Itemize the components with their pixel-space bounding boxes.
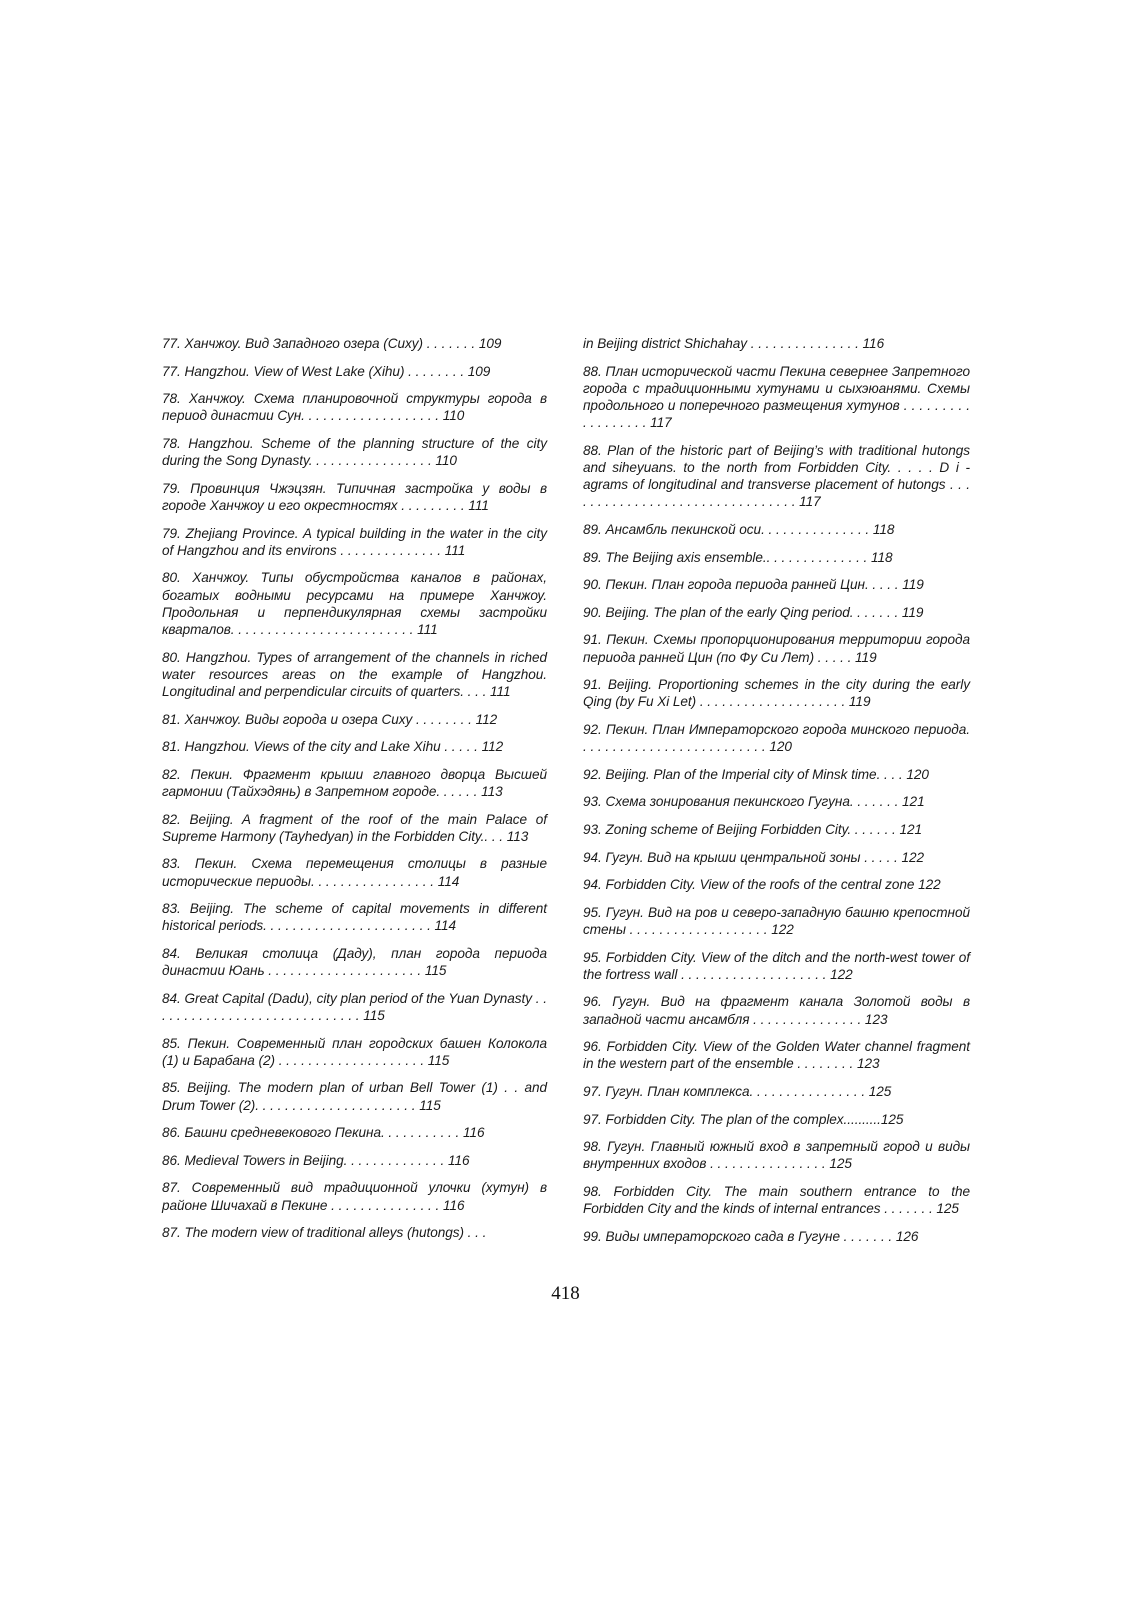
toc-entry: 96. Forbidden City. View of the Golden Water channel fragment in the western part of the ensemble . . . . . . . . 123: [583, 1039, 970, 1072]
toc-entry: 79. Zhejiang Province. A typical building in the water in the city of Hangzhou and its environs . . . . . . . . . . . . . . 111: [162, 525, 547, 558]
toc-entry: 84. Великая столица (Даду), план города периода династии Юань . . . . . . . . . . . . . . . . . . . . . 115: [162, 945, 547, 979]
toc-entry: 90. Пекин. План города периода ранней Цин. . . . . 119: [583, 577, 924, 593]
toc-entry: 95. Гугун. Вид на ров и северо-западную башню крепостной стены . . . . . . . . . . . . . . . . . . . 122: [583, 904, 970, 937]
toc-entry: 94. Гугун. Вид на крыши центральной зоны . . . . . 122: [583, 849, 925, 865]
toc-entry: 91. Пекин. Схемы пропорционирования территории города периода ранней Цин (по Фу Си Лет) . . . . . 119: [583, 632, 970, 665]
toc-entry: 85. Пекин. Современный план городских башен Колокола (1) и Барабана (2) . . . . . . . . . . . . . . . . . . . . 115: [162, 1035, 547, 1068]
toc-entry: 80. Hangzhou. Types of arrangement of the channels in riched water resources areas on the example of Hangzhou. Longitudinal and perpendicular circuits of quarters. . . . 111: [162, 649, 547, 699]
toc-entry: 97. Forbidden City. The plan of the complex..........125: [583, 1111, 904, 1127]
page-number: 418: [551, 1283, 580, 1304]
toc-entry: 98. Гугун. Главный южный вход в запретный город и виды внутренних входов . . . . . . . . . . . . . . . . 125: [583, 1139, 970, 1172]
toc-entry: 90. Beijing. The plan of the early Qing period. . . . . . . 119: [583, 604, 924, 620]
toc-entry: 81. Ханчжоу. Виды города и озера Сиху . . . . . . . . 112: [162, 711, 498, 727]
toc-entry: 84. Great Capital (Dadu), city plan period of the Yuan Dynasty . . . . . . . . . . . . . . . . . . . . . . . . . . . . . 115: [162, 990, 547, 1023]
toc-entry: 83. Пекин. Схема перемещения столицы в разные исторические периоды. . . . . . . . . . . . . . . . . 114: [162, 856, 547, 889]
toc-entry: 97. Гугун. План комплекса. . . . . . . . . . . . . . . . 125: [583, 1083, 892, 1099]
toc-right-column: [583, 335, 970, 1255]
toc-entry: 87. Современный вид традиционной улочки (хутун) в районе Шичахай в Пекине . . . . . . . . . . . . . . . 116: [162, 1180, 547, 1213]
toc-entry: 77. Hangzhou. View of West Lake (Xihu) . . . . . . . . 109: [162, 363, 491, 379]
toc-entry: 86. Medieval Towers in Beijing. . . . . . . . . . . . . . 116: [162, 1152, 470, 1168]
toc-entry: 88. Plan of the historic part of Beijing’s with traditional hutongs and siheyuans. to the north from Forbidden City. . . . . D i - agrams of longitudinal and transverse placement of hutongs . . . . . . . . . . . . . . . . . . . . . . . . . . . . . . . . 117: [583, 442, 970, 510]
toc-entry: 86. Башни средневекового Пекина. . . . . . . . . . . 116: [162, 1125, 485, 1141]
toc-entry: 81. Hangzhou. Views of the city and Lake Xihu . . . . . 112: [162, 739, 504, 755]
toc-entry: 78. Ханчжоу. Схема планировочной структуры города в период династии Сун. . . . . . . . . . . . . . . . . . . 110: [162, 391, 547, 424]
toc-entry: 95. Forbidden City. View of the ditch and the north-west tower of the fortress wall . . . . . . . . . . . . . . . . . . . . 122: [583, 949, 970, 982]
toc-entry: 91. Beijing. Proportioning schemes in the city during the early Qing (by Fu Xi Let) . . . . . . . . . . . . . . . . . . . . 119: [583, 677, 970, 710]
toc-entry: 92. Пекин. План Императорского города минского периода. . . . . . . . . . . . . . . . . . . . . . . . . . 120: [583, 721, 970, 755]
toc-entry: 82. Пекин. Фрагмент крыши главного дворца Высшей гармонии (Тайхэдянь) в Запретном городе. . . . . . 113: [162, 766, 547, 799]
toc-entry: in Beijing district Shichahay . . . . . . . . . . . . . . . 116: [583, 336, 885, 351]
toc-entry: 98. Forbidden City. The main southern entrance to the Forbidden City and the kinds of internal entrances . . . . . . . 125: [583, 1183, 970, 1217]
toc-entry: 88. План исторической части Пекина севернее Запретного города с традиционными хутунами и сыхэюанями. Схемы продольного и поперечного размещения хутунов . . . . . . . . . . . . . . . . . . 117: [583, 363, 970, 431]
toc-entry: 79. Провинция Чжэцзян. Типичная застройка у воды в городе Ханчжоу и его окрестностях . . . . . . . . . 111: [162, 480, 547, 513]
toc-entry: 83. Beijing. The scheme of capital movements in different historical periods. . . . . . . . . . . . . . . . . . . . . . . 114: [162, 901, 547, 934]
toc-entry: 77. Ханчжоу. Вид Западного озера (Сиху) . . . . . . . 109: [162, 336, 502, 351]
toc-entry: 93. Zoning scheme of Beijing Forbidden City. . . . . . . 121: [583, 821, 923, 837]
toc-entry: 99. Виды императорского сада в Гугуне . . . . . . . 126: [583, 1228, 919, 1244]
toc-entry: 85. Beijing. The modern plan of urban Bell Tower (1) . . and Drum Tower (2). . . . . . . . . . . . . . . . . . . . . . 115: [162, 1080, 547, 1113]
toc-entry: 89. The Beijing axis ensemble.. . . . . . . . . . . . . . 118: [583, 549, 893, 565]
toc-entry: 89. Ансамбль пекинской оси. . . . . . . . . . . . . . . 118: [583, 522, 895, 537]
toc-entry: 93. Схема зонирования пекинского Гугуна. . . . . . . 121: [583, 794, 925, 810]
toc-entry: 92. Beijing. Plan of the Imperial city of Minsk time. . . . 120: [583, 766, 929, 782]
toc-entry: 94. Forbidden City. View of the roofs of the central zone 122: [583, 877, 941, 893]
toc-entry: 82. Beijing. A fragment of the roof of the main Palace of Supreme Harmony (Tayhedyan) in the Forbidden City.. . . 113: [162, 811, 547, 844]
toc-entry: 96. Гугун. Вид на фрагмент канала Золотой воды в западной части ансамбля . . . . . . . . . . . . . . . 123: [583, 994, 970, 1027]
toc-entry: 78. Hangzhou. Scheme of the planning structure of the city during the Song Dynasty. . . . . . . . . . . . . . . . . 110: [162, 435, 547, 469]
toc-entry: 80. Ханчжоу. Типы обустройства каналов в районах, богатых водными ресурсами на примере Ханчжоу. Продольная и перпендикулярная схемы застройки кварталов. . . . . . . . . . . . . . . . . . . . . . . . . 111: [162, 570, 547, 637]
toc-entry: 87. The modern view of traditional alleys (hutongs) . . .: [162, 1225, 487, 1241]
toc-left-column: [162, 335, 547, 1252]
